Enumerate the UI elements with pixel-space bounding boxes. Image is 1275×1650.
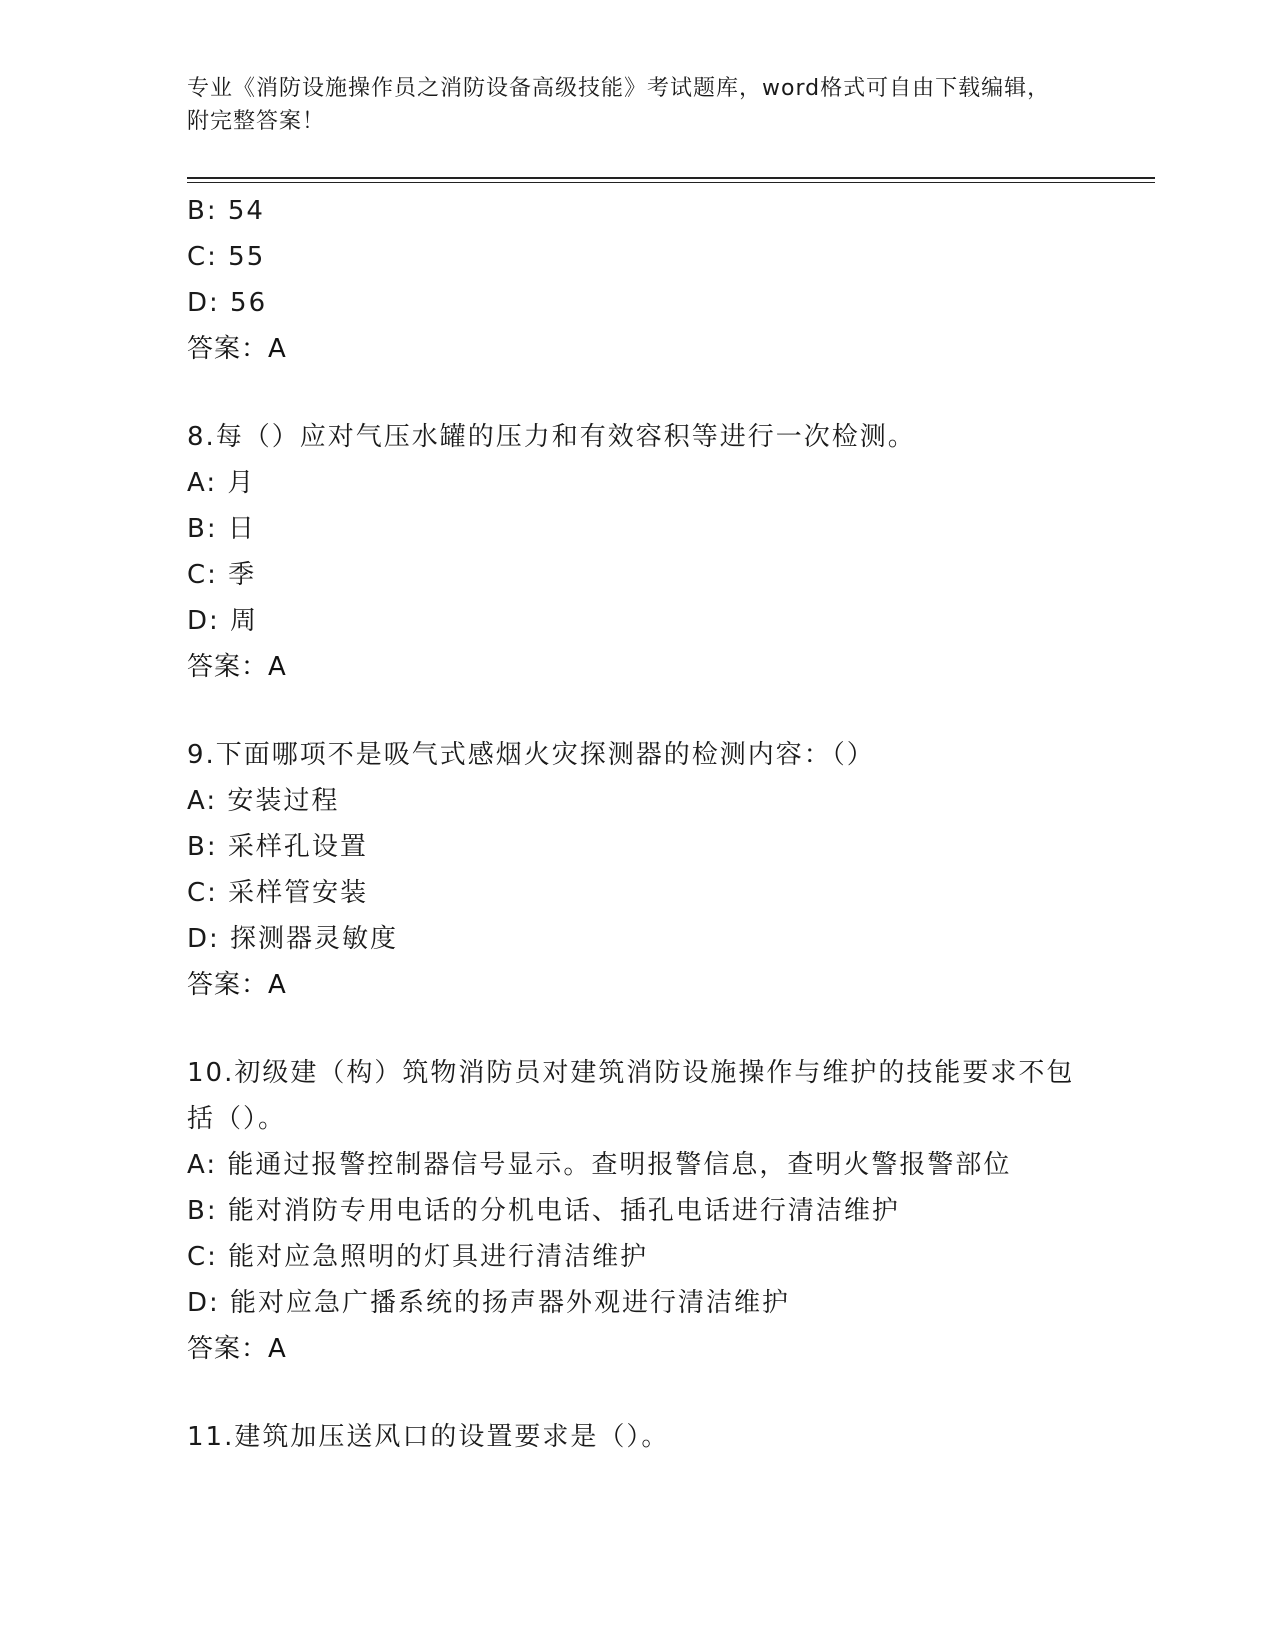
question-block-prev [187, 188, 1087, 372]
spacer [187, 1008, 1087, 1050]
spacer [187, 690, 1087, 732]
question-text: 11.建筑加压送风口的设置要求是（）。 [187, 1422, 670, 1452]
option-d: D: 探测器灵敏度 [187, 924, 399, 954]
option-b: B: 采样孔设置 [187, 832, 368, 862]
option-b: B: 日 [187, 514, 256, 544]
option-c: C: 55 [187, 242, 266, 272]
option-d: D: 能对应急广播系统的扬声器外观进行清洁维护 [187, 1288, 791, 1318]
option-c: C: 能对应急照明的灯具进行清洁维护 [187, 1242, 649, 1272]
option-c: C: 季 [187, 560, 257, 590]
spacer [187, 372, 1087, 414]
header-divider-thick [187, 177, 1155, 179]
option-a: A: 安装过程 [187, 786, 340, 816]
question-text: 8.每（）应对气压水罐的压力和有效容积等进行一次检测。 [187, 422, 916, 452]
question-block-10 [187, 1050, 1087, 1372]
question-list [187, 188, 1087, 1460]
answer-line: 答案：A [187, 334, 287, 364]
question-block-9 [187, 732, 1087, 1008]
answer-line: 答案：A [187, 652, 287, 682]
header-divider-thin [187, 182, 1155, 183]
option-d: D: 周 [187, 606, 259, 636]
option-b: B: 54 [187, 196, 265, 226]
document-header: 专业《消防设施操作员之消防设备高级技能》考试题库，word格式可自由下载编辑，附完整答案！ [187, 76, 1051, 134]
option-b: B: 能对消防专用电话的分机电话、插孔电话进行清洁维护 [187, 1196, 900, 1226]
spacer [187, 1372, 1087, 1414]
answer-line: 答案：A [187, 1334, 287, 1364]
question-block-11 [187, 1414, 1087, 1460]
option-d: D: 56 [187, 288, 268, 318]
option-a: A: 月 [187, 468, 256, 498]
answer-line: 答案：A [187, 970, 287, 1000]
question-text: 10.初级建（构）筑物消防员对建筑消防设施操作与维护的技能要求不包括（）。 [187, 1058, 1075, 1134]
question-block-8 [187, 414, 1087, 690]
option-a: A: 能通过报警控制器信号显示。查明报警信息，查明火警报警部位 [187, 1150, 1012, 1180]
option-c: C: 采样管安装 [187, 878, 369, 908]
question-text: 9.下面哪项不是吸气式感烟火灾探测器的检测内容：（） [187, 740, 875, 770]
